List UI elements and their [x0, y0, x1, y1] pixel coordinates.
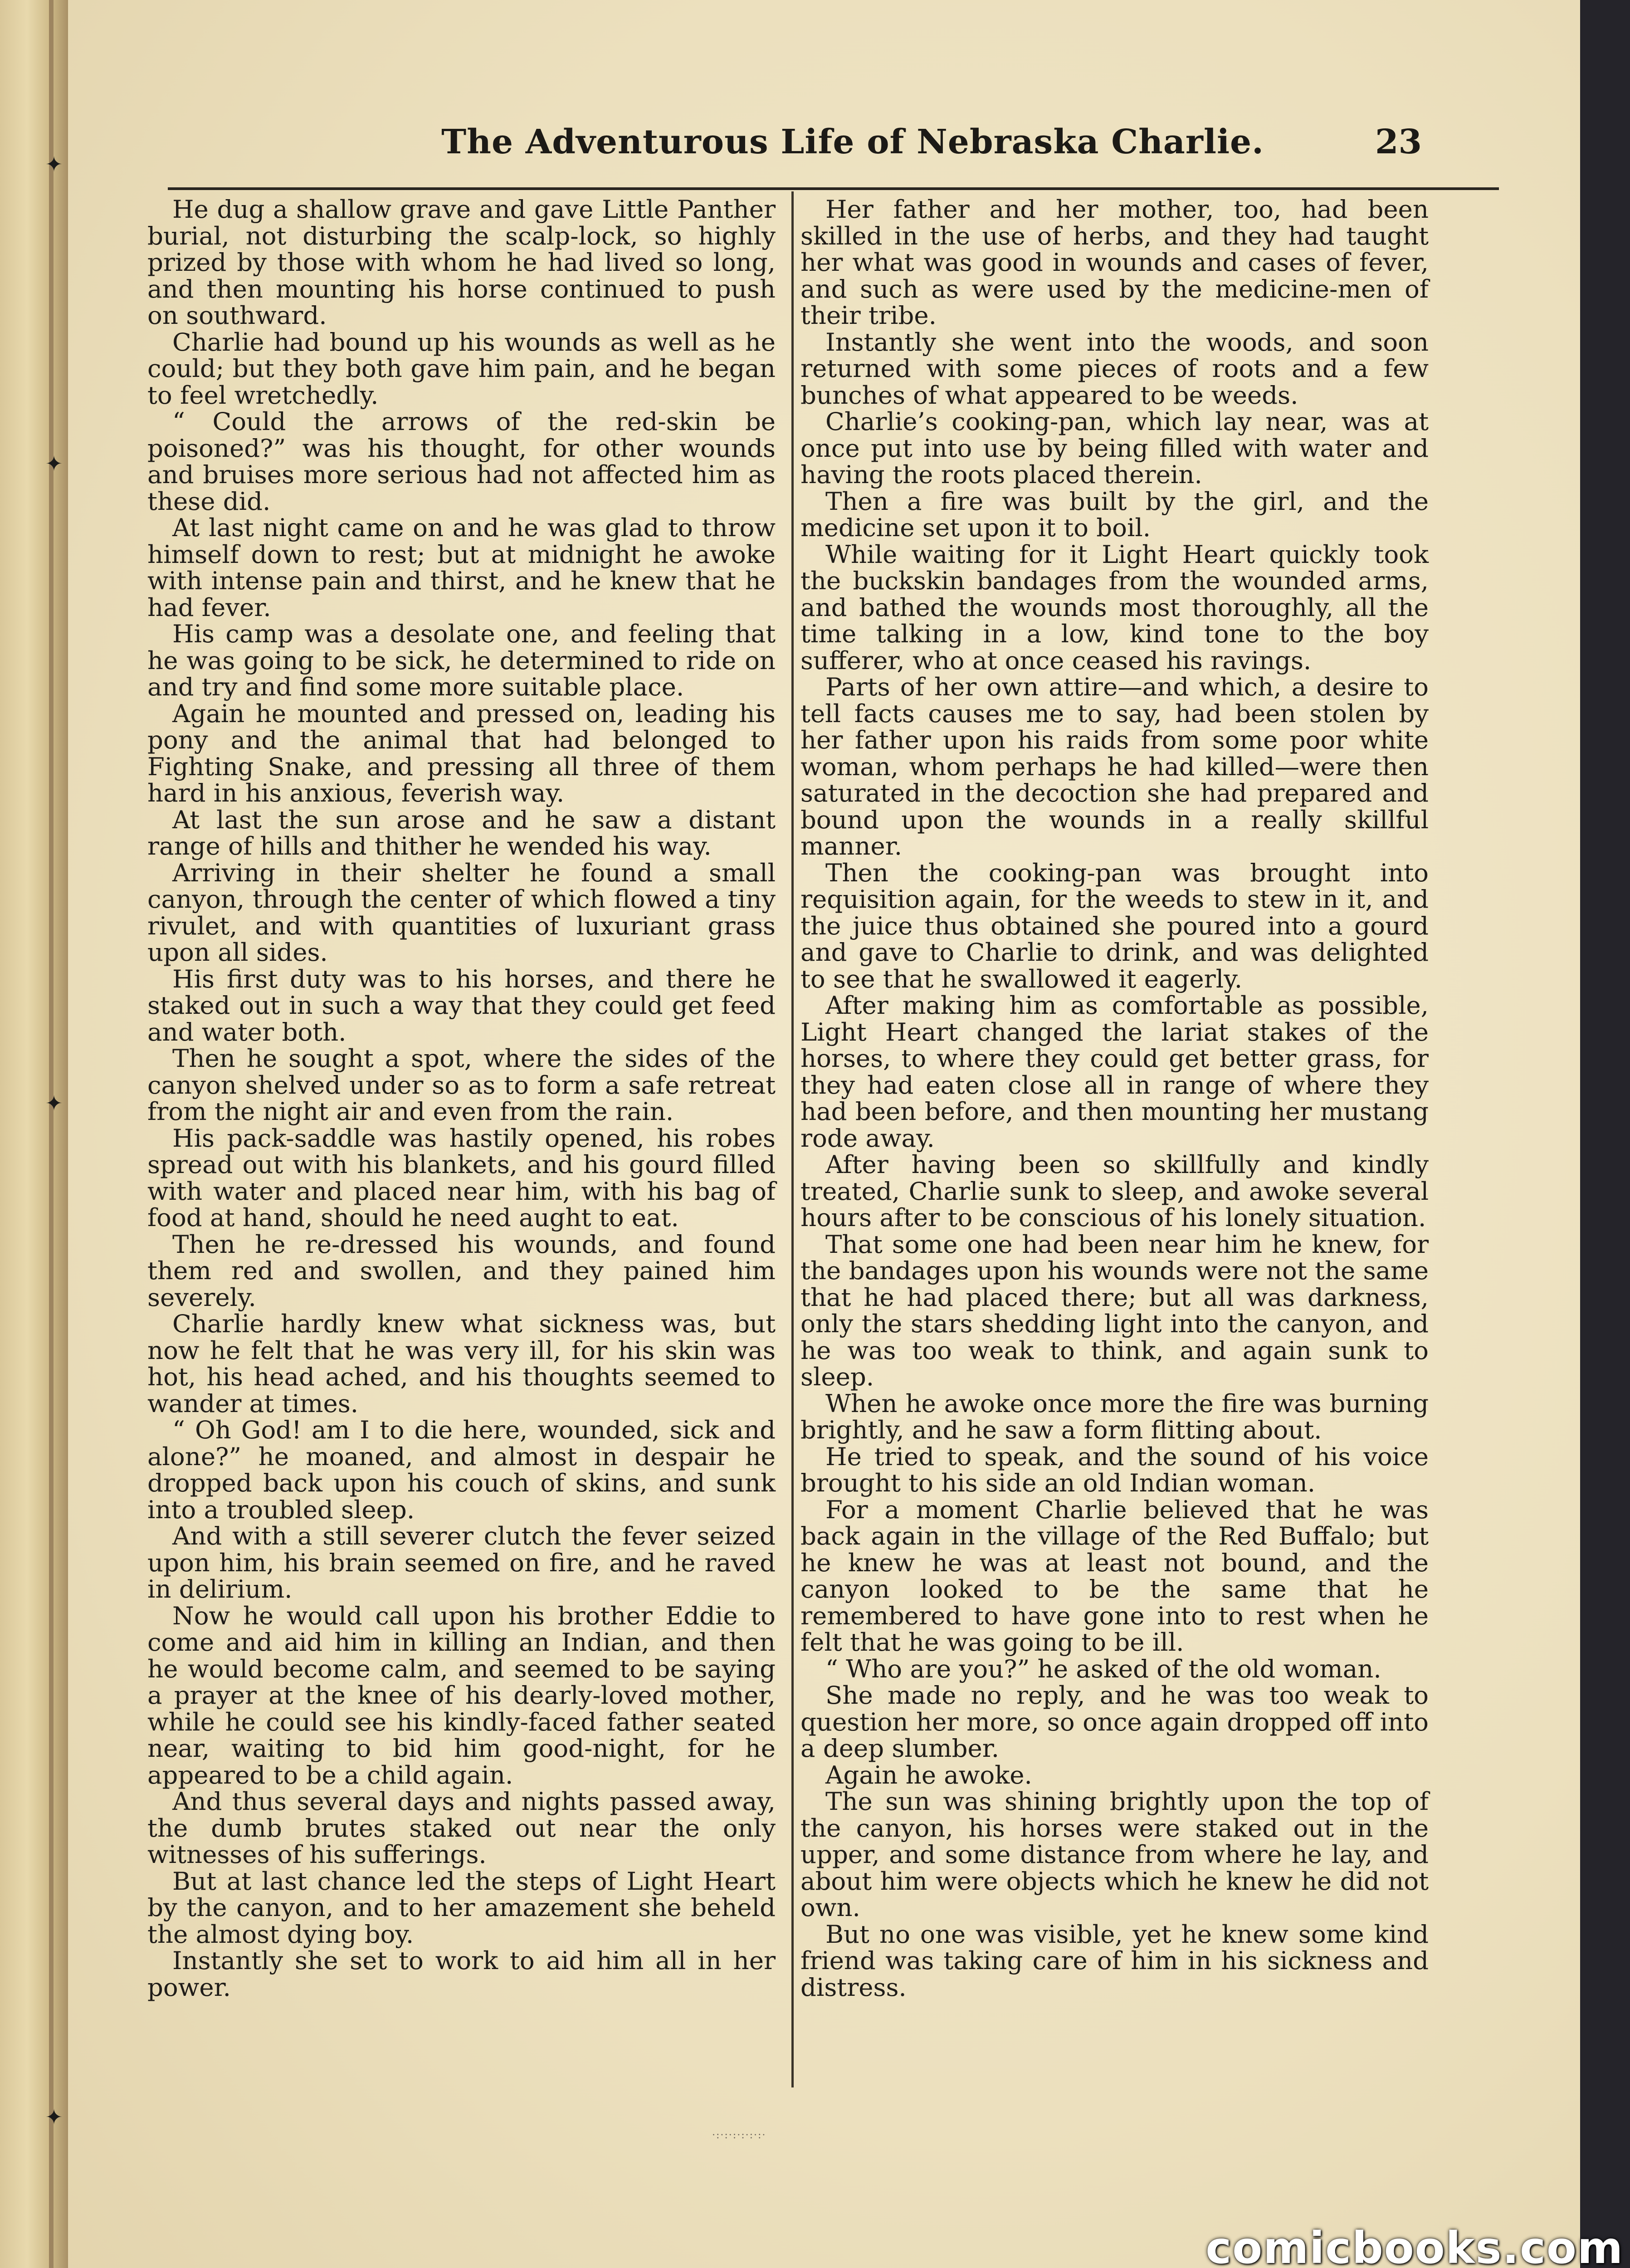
binding-stitch: ✦ [45, 451, 63, 476]
paragraph: His camp was a desolate one, and feeling that he was going to be sick, he determined to ride on and try and find some more suitable place. [147, 619, 776, 701]
background-edge [1580, 0, 1630, 2268]
book-spine [0, 0, 68, 2268]
paragraph: And thus several days and nights passed away, the dumb brutes staked out near the only witnesses of his sufferings. [147, 1787, 776, 1869]
page-header [68, 122, 1580, 177]
page-number: 23 [1375, 122, 1422, 161]
binding-stitch: ✦ [45, 2105, 63, 2129]
paragraph: After making him as comfortable as possible, Light Heart changed the lariat stakes of the horses, to where they could get better grass, for they had eaten close all in range of where they had been before, and then mounting her mustang rode away. [800, 991, 1429, 1153]
paragraph: Again he mounted and pressed on, leading his pony and the animal that had belonged to Fighting Snake, and pressing all three of them hard in his anxious, feverish way. [147, 699, 776, 807]
paragraph: His first duty was to his horses, and there he staked out in such a way that they could get feed and water both. [147, 964, 776, 1046]
printer-mark: ·:·:·:·:·:·:· [712, 2130, 766, 2141]
paragraph: Arriving in their shelter he found a small canyon, through the center of which flowed a tiny rivulet, and with quantities of luxuriant grass upon all sides. [147, 858, 776, 967]
binding-stitch: ✦ [45, 152, 63, 176]
paragraph: Charlie had bound up his wounds as well as he could; but they both gave him pain, and he began to feel wretchedly. [147, 327, 776, 410]
book-page [68, 0, 1580, 2268]
paragraph: His pack-saddle was hastily opened, his robes spread out with his blankets, and his gourd filled with water and placed near him, with his bag of food at hand, should he need aught to eat. [147, 1123, 776, 1232]
paragraph: Charlie’s cooking-pan, which lay near, was at once put into use by being filled with water and having the roots placed therein. [800, 407, 1429, 489]
paragraph: That some one had been near him he knew, for the bandages upon his wounds were not the same that he had placed there; but all was darkness, only the stars shedding light into the canyon, and he was too weak to think, and again sunk to sleep. [800, 1229, 1429, 1391]
paragraph: He tried to speak, and the sound of his voice brought to his side an old Indian woman. [800, 1442, 1429, 1497]
paragraph: Then he sought a spot, where the sides of the canyon shelved under so as to form a safe retreat from the night air and even from the rain. [147, 1044, 776, 1126]
paragraph: Then he re-dressed his wounds, and found them red and swollen, and they pained him severely. [147, 1229, 776, 1312]
paragraph: Then the cooking-pan was brought into requisition again, for the weeds to stew in it, and the juice thus obtained she poured into a gourd and gave to Charlie to drink, and was delighted to see that he swallowed it eagerly. [800, 858, 1429, 993]
left-column [147, 196, 776, 2000]
paragraph: “ Who are you?” he asked of the old woman. [825, 1654, 1381, 1683]
paragraph: She made no reply, and he was too weak to question her more, so once again dropped off into a deep slumber. [800, 1681, 1429, 1763]
paragraph: While waiting for it Light Heart quickly took the buckskin bandages from the wounded arms, and bathed the wounds most thoroughly, all the time talking in a low, kind tone to the boy sufferer, who at once ceased his ravings. [800, 539, 1429, 675]
paragraph: And with a still severer clutch the fever seized upon him, his brain seemed on fire, and he raved in delirium. [147, 1521, 776, 1603]
paragraph: He dug a shallow grave and gave Little Panther burial, not disturbing the scalp-lock, so highly prized by those with whom he had lived so long, and then mounting his horse continued to push on southward. [147, 195, 776, 330]
paragraph: Instantly she set to work to aid him all in her power. [147, 1946, 776, 2002]
paragraph: Parts of her own attire—and which, a desire to tell facts causes me to say, had been stolen by her father upon his raids from some poor white woman, whom perhaps he had killed—were then saturated in the decoction she had prepared and bound upon the wounds in a really skillful manner. [800, 672, 1429, 860]
paragraph: Then a fire was built by the girl, and the medicine set upon it to boil. [800, 486, 1429, 542]
spine-fold [49, 0, 54, 2268]
paragraph: Again he awoke. [825, 1760, 1032, 1789]
running-title: The Adventurous Life of Nebraska Charlie. [441, 122, 1264, 161]
paragraph: Her father and her mother, too, had been skilled in the use of herbs, and they had taught her what was good in wounds and cases of fever, and such as were used by the medicine-men of their tribe. [800, 195, 1429, 330]
paragraph: Charlie hardly knew what sickness was, but now he felt that he was very ill, for his skin was hot, his head ached, and his thoughts seemed to wander at times. [147, 1309, 776, 1418]
binding-stitch: ✦ [45, 1091, 63, 1115]
right-column [800, 196, 1429, 2000]
paragraph: When he awoke once more the fire was burning brightly, and he saw a form flitting about. [800, 1388, 1429, 1444]
paragraph: “ Could the arrows of the red-skin be poisoned?” was his thought, for other wounds and bruises more serious had not affected him as these did. [147, 407, 776, 516]
paragraph: But no one was visible, yet he knew some kind friend was taking care of him in his sickness and distress. [800, 1919, 1429, 2002]
paragraph: “ Oh God! am I to die here, wounded, sick and alone?” he moaned, and almost in despair he dropped back upon his couch of skins, and sunk into a troubled sleep. [147, 1415, 776, 1524]
paragraph: The sun was shining brightly upon the top of the canyon, his horses were staked out in the upper, and some distance from where he lay, and about him were objects which he knew he did not own. [800, 1787, 1429, 1922]
paragraph: After having been so skillfully and kindly treated, Charlie sunk to sleep, and awoke several hours after to be conscious of his lonely situation. [800, 1150, 1429, 1232]
paragraph: Now he would call upon his brother Eddie to come and aid him in killing an Indian, and then he would become calm, and seemed to be saying a prayer at the knee of his dearly-loved mother, while he could see his kindly-faced father seated near, waiting to bid him good-night, for he appeared to be a child again. [147, 1601, 776, 1789]
paragraph: At last the sun arose and he saw a distant range of hills and thither he wended his way. [147, 805, 776, 860]
watermark: comicbooks.com [1205, 2223, 1624, 2268]
column-divider [791, 191, 794, 2087]
paragraph: Instantly she went into the woods, and soon returned with some pieces of roots and a few bunches of what appeared to be weeds. [800, 327, 1429, 410]
paragraph: For a moment Charlie believed that he was back again in the village of the Red Buffalo; but he knew he was at least not bound, and the canyon looked to be the same that he remembered to have gone into to rest when he felt that he was going to be ill. [800, 1495, 1429, 1657]
header-rule [168, 187, 1499, 190]
paragraph: But at last chance led the steps of Light Heart by the canyon, and to her amazement she beheld the almost dying boy. [147, 1866, 776, 1949]
paragraph: At last night came on and he was glad to throw himself down to rest; but at midnight he awoke with intense pain and thirst, and he knew that he had fever. [147, 513, 776, 622]
